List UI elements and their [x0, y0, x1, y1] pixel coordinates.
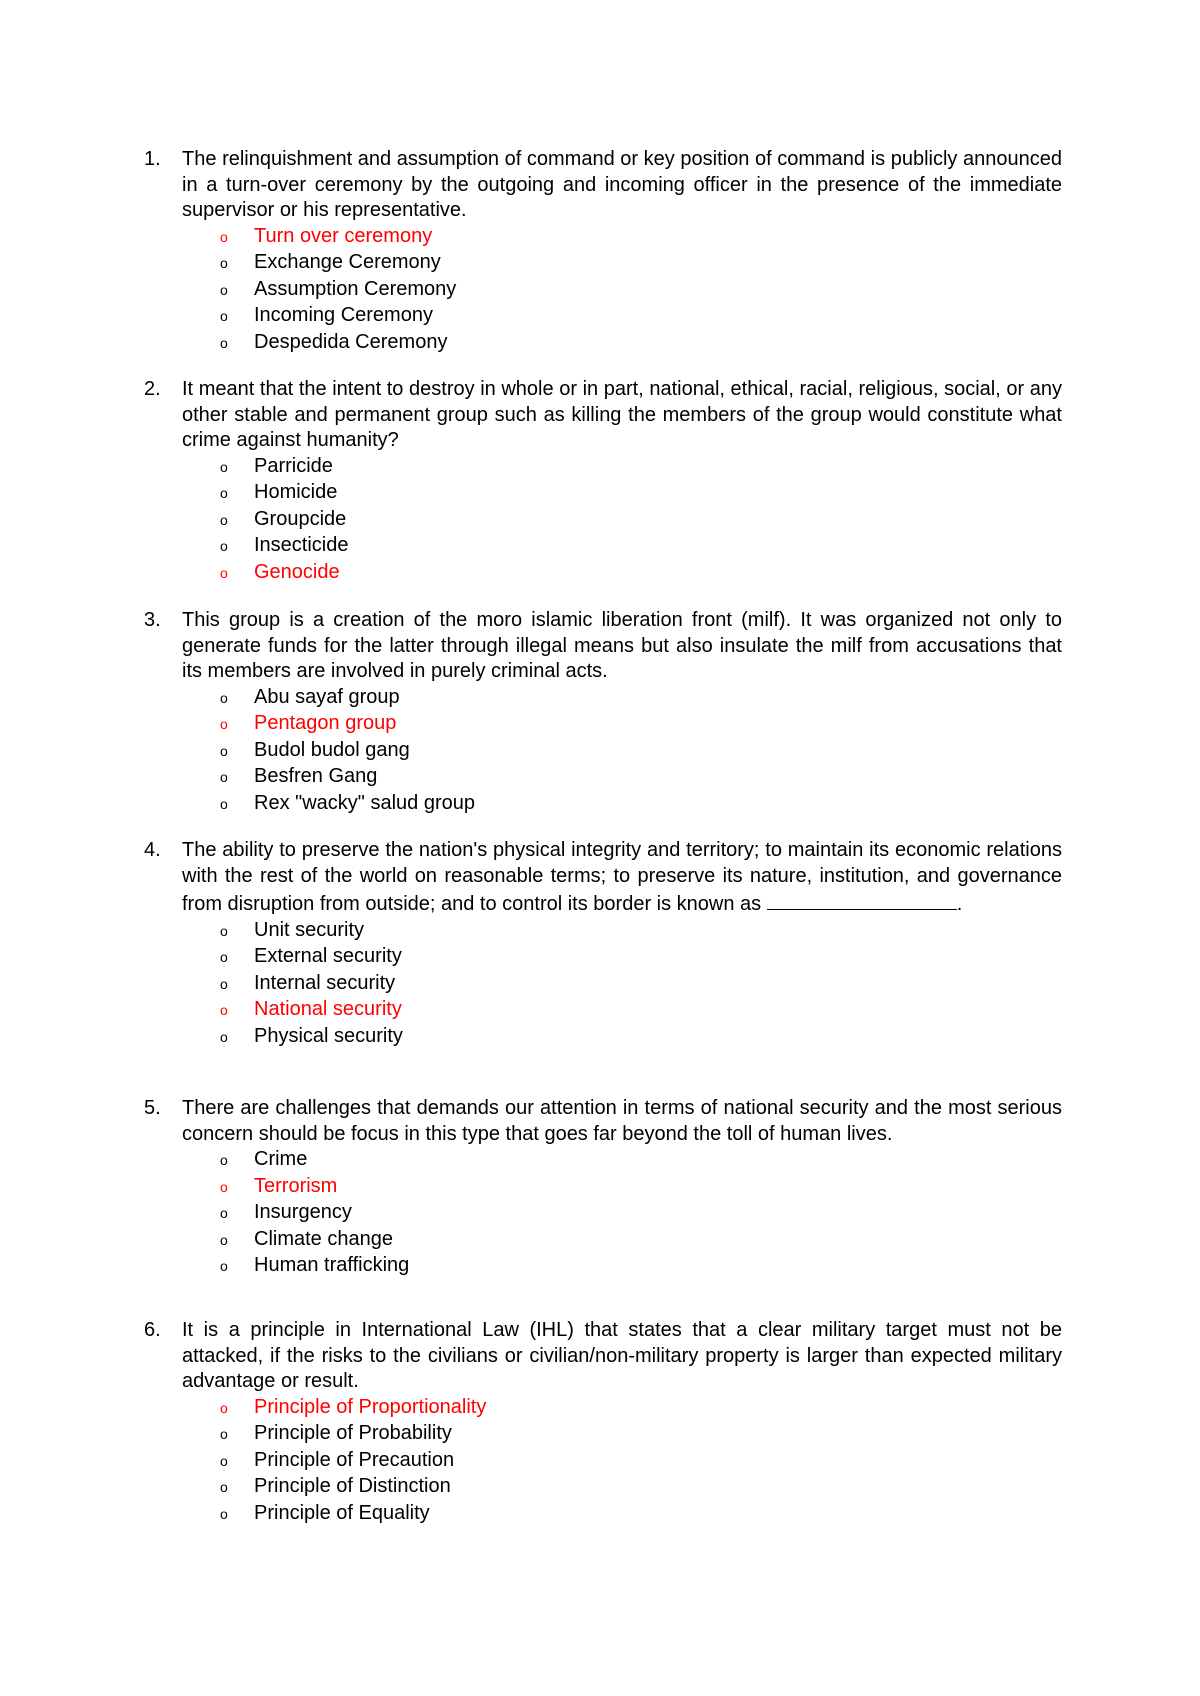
bullet-icon: o — [220, 1258, 228, 1274]
answer-option-label: Exchange Ceremony — [254, 251, 441, 273]
answer-option — [220, 738, 1062, 765]
answer-option-label: Insecticide — [254, 534, 349, 556]
answer-option-label: Principle of Probability — [254, 1422, 452, 1444]
question-text: It meant that the intent to destroy in whole or in part, national, ethical, racial, religious, social, or any other stable and permanent group such as killing the members of the group would constitute what crime against humanity? — [182, 378, 1062, 451]
bullet-icon: o — [220, 1505, 228, 1522]
answer-option — [220, 224, 1062, 251]
answer-options — [144, 454, 1062, 587]
question-text: It is a principle in International Law (IHL) that states that a clear military target must not be attacked, if the risks to the civilians or civilian/non-military property is larger than expected military advantage or result. — [182, 1319, 1062, 1392]
bullet-icon: o — [220, 485, 228, 501]
answer-option-label: Assumption Ceremony — [254, 277, 457, 300]
question-4 — [144, 838, 1062, 1050]
answer-option-label: Despedida Ceremony — [254, 330, 448, 353]
answer-option-label: Principle of Precaution — [254, 1448, 455, 1471]
answer-option-label: Abu sayaf group — [254, 685, 400, 708]
answer-option-label: Human trafficking — [254, 1254, 410, 1276]
answer-option — [220, 560, 1062, 587]
bullet-icon: o — [220, 228, 228, 245]
answer-option-label: Internal security — [254, 971, 396, 994]
question-3 — [144, 608, 1062, 817]
bullet-icon: o — [220, 1452, 228, 1469]
bullet-icon: o — [220, 1426, 228, 1442]
answer-option — [220, 1200, 1062, 1227]
bullet-icon: o — [220, 742, 228, 759]
answer-option — [220, 1501, 1062, 1528]
answer-option — [220, 1474, 1062, 1501]
question-2 — [144, 377, 1062, 586]
question-number: 6. — [144, 1319, 161, 1341]
question-number: 5. — [144, 1097, 161, 1119]
answer-option-label: Principle of Proportionality — [254, 1395, 487, 1418]
answer-option-label: Principle of Equality — [254, 1501, 430, 1524]
bullet-icon: o — [220, 1205, 228, 1221]
question-number: 1. — [144, 148, 161, 170]
bullet-icon: o — [220, 334, 228, 351]
answer-option — [220, 944, 1062, 971]
answer-option-label: Principle of Distinction — [254, 1475, 451, 1497]
answer-option-label: Terrorism — [254, 1174, 338, 1197]
answer-option — [220, 711, 1062, 738]
answer-option-label: National security — [254, 998, 402, 1020]
question-text-body: The ability to preserve the nation's physical integrity and territory; to maintain its economic relations with the rest of the world on reasonable terms; to preserve its nature, institution, and governance from disruption from outside; and to control its border is known as — [182, 839, 1062, 915]
answer-option — [220, 330, 1062, 357]
bullet-icon: o — [220, 308, 228, 324]
answer-option — [220, 1227, 1062, 1254]
answer-options — [144, 685, 1062, 818]
answer-option — [220, 1448, 1062, 1475]
bullet-icon: o — [220, 922, 228, 939]
bullet-icon: o — [220, 538, 228, 554]
answer-option — [220, 918, 1062, 945]
bullet-icon: o — [220, 255, 228, 271]
bullet-icon: o — [220, 949, 228, 965]
answer-options — [144, 224, 1062, 357]
answer-option-label: Unit security — [254, 918, 365, 941]
answer-option-label: Budol budol gang — [254, 738, 410, 761]
bullet-icon: o — [220, 689, 228, 706]
answer-option-label: Pentagon group — [254, 712, 397, 734]
bullet-icon: o — [220, 1178, 228, 1195]
answer-option — [220, 791, 1062, 818]
answer-option-label: Groupcide — [254, 507, 347, 530]
answer-option-label: Genocide — [254, 560, 340, 583]
answer-option — [220, 480, 1062, 507]
answer-option — [220, 1147, 1062, 1174]
question-1 — [144, 147, 1062, 356]
bullet-icon: o — [220, 281, 228, 298]
question-text: The relinquishment and assumption of command or key position of command is publicly announced in a turn-over ceremony by the outgoing and incoming officer in the presence of the immediate supervisor or his representative. — [182, 148, 1062, 221]
bullet-icon: o — [220, 795, 228, 812]
answer-option — [220, 1174, 1062, 1201]
bullet-icon: o — [220, 564, 228, 581]
answer-option — [220, 533, 1062, 560]
question-number: 3. — [144, 609, 161, 631]
bullet-icon: o — [220, 458, 228, 475]
answer-option-label: Rex "wacky" salud group — [254, 791, 475, 814]
answer-option-label: Turn over ceremony — [254, 224, 433, 247]
bullet-icon: o — [220, 1479, 228, 1495]
answer-option — [220, 250, 1062, 277]
answer-option — [220, 507, 1062, 534]
question-5 — [144, 1096, 1062, 1280]
answer-option-label: External security — [254, 945, 402, 967]
bullet-icon: o — [220, 716, 228, 732]
question-text: There are challenges that demands our attention in terms of national security and the most serious concern should be focus in this type that goes far beyond the toll of human lives. — [182, 1097, 1062, 1145]
answer-option-label: Homicide — [254, 481, 338, 503]
answer-option — [220, 1395, 1062, 1422]
bullet-icon: o — [220, 1152, 228, 1168]
bullet-icon: o — [220, 511, 228, 528]
question-number: 2. — [144, 378, 161, 400]
answer-option-label: Parricide — [254, 454, 333, 477]
answer-option-label: Besfren Gang — [254, 765, 378, 787]
bullet-icon: o — [220, 1002, 228, 1018]
answer-option-label: Physical security — [254, 1024, 403, 1047]
answer-option — [220, 1024, 1062, 1051]
answer-option — [220, 971, 1062, 998]
question-text — [182, 838, 1062, 918]
bullet-icon: o — [220, 769, 228, 785]
answer-option — [220, 1421, 1062, 1448]
question-6 — [144, 1318, 1062, 1527]
answer-option — [220, 764, 1062, 791]
bullet-icon: o — [220, 1028, 228, 1045]
bullet-icon: o — [220, 1231, 228, 1248]
bullet-icon: o — [220, 975, 228, 992]
answer-option — [220, 303, 1062, 330]
answer-option-label: Crime — [254, 1148, 308, 1170]
question-text-end: . — [956, 893, 963, 915]
answer-option-label: Insurgency — [254, 1201, 352, 1223]
answer-option — [220, 277, 1062, 304]
answer-option — [220, 997, 1062, 1024]
answer-options — [144, 1395, 1062, 1528]
answer-option-label: Incoming Ceremony — [254, 304, 433, 326]
question-number: 4. — [144, 839, 161, 861]
answer-option — [220, 1253, 1062, 1280]
question-text: This group is a creation of the moro islamic liberation front (milf). It was organized not only to generate funds for the latter through illegal means but also insulate the milf from accusations that its members are involved in purely criminal acts. — [182, 609, 1062, 682]
bullet-icon: o — [220, 1399, 228, 1416]
answer-option — [220, 454, 1062, 481]
answer-option-label: Climate change — [254, 1227, 393, 1250]
answer-options — [144, 918, 1062, 1051]
answer-blank — [767, 889, 957, 910]
answer-option — [220, 685, 1062, 712]
answer-options — [144, 1147, 1062, 1280]
